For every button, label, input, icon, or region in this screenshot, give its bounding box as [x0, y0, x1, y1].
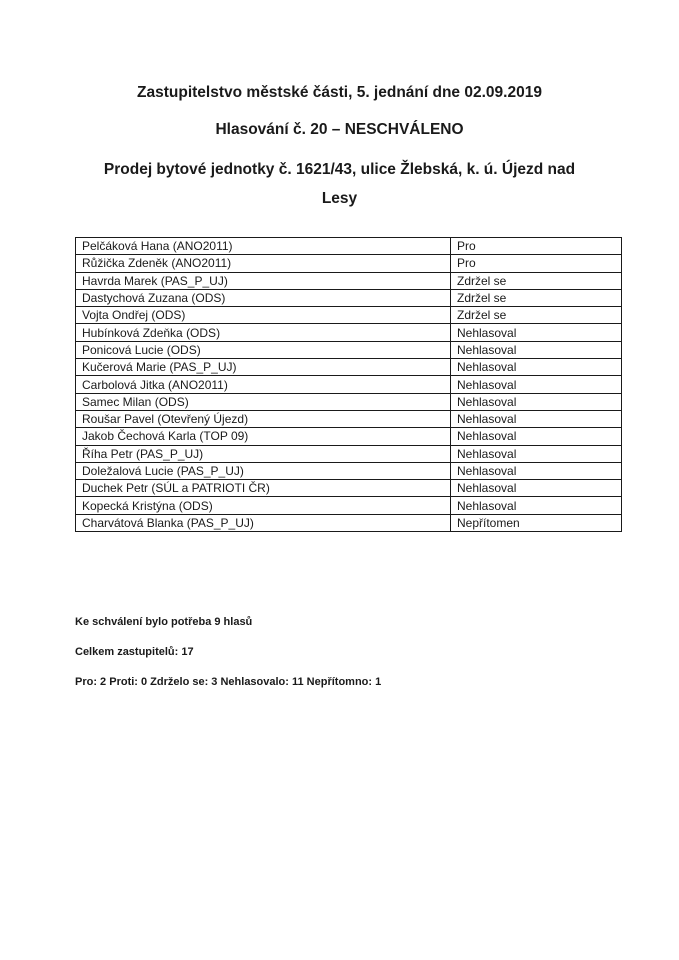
- table-row: [76, 445, 622, 462]
- table-row: [76, 393, 622, 410]
- table-row: [76, 238, 622, 255]
- vote-value-cell: Nehlasoval: [451, 393, 622, 410]
- member-name-cell: Pelčáková Hana (ANO2011): [76, 238, 451, 255]
- vote-value-cell: Nehlasoval: [451, 480, 622, 497]
- vote-value-cell: Nehlasoval: [451, 376, 622, 393]
- member-name-cell: Kučerová Marie (PAS_P_UJ): [76, 359, 451, 376]
- total-members-text: Celkem zastupitelů: 17: [75, 646, 194, 658]
- member-name-cell: Vojta Ondřej (ODS): [76, 307, 451, 324]
- vote-value-cell: Zdržel se: [451, 307, 622, 324]
- table-row: [76, 341, 622, 358]
- member-name-cell: Samec Milan (ODS): [76, 393, 451, 410]
- required-votes-text: Ke schválení bylo potřeba 9 hlasů: [75, 616, 253, 628]
- table-row: [76, 324, 622, 341]
- vote-value-cell: Nehlasoval: [451, 359, 622, 376]
- vote-value-cell: Nehlasoval: [451, 428, 622, 445]
- member-name-cell: Charvátová Blanka (PAS_P_UJ): [76, 514, 451, 531]
- table-row: [76, 272, 622, 289]
- vote-value-cell: Nehlasoval: [451, 341, 622, 358]
- result-counts-text: Pro: 2 Proti: 0 Zdrželo se: 3 Nehlasovalo: 11 Nepřítomno: 1: [75, 676, 382, 688]
- vote-value-cell: Nepřítomen: [451, 514, 622, 531]
- vote-value-cell: Zdržel se: [451, 289, 622, 306]
- vote-value-cell: Nehlasoval: [451, 410, 622, 427]
- member-name-cell: Ponicová Lucie (ODS): [76, 341, 451, 358]
- member-name-cell: Jakob Čechová Karla (TOP 09): [76, 428, 451, 445]
- member-name-cell: Dastychová Zuzana (ODS): [76, 289, 451, 306]
- table-row: [76, 410, 622, 427]
- table-row: [76, 497, 622, 514]
- member-name-cell: Havrda Marek (PAS_P_UJ): [76, 272, 451, 289]
- table-row: [76, 289, 622, 306]
- member-name-cell: Říha Petr (PAS_P_UJ): [76, 445, 451, 462]
- table-row: [76, 255, 622, 272]
- vote-value-cell: Zdržel se: [451, 272, 622, 289]
- member-name-cell: Carbolová Jitka (ANO2011): [76, 376, 451, 393]
- table-row: [76, 428, 622, 445]
- voting-table-body: [76, 238, 622, 532]
- vote-value-cell: Pro: [451, 255, 622, 272]
- vote-subject-title: [0, 155, 679, 213]
- vote-value-cell: Nehlasoval: [451, 462, 622, 479]
- member-name-cell: Kopecká Kristýna (ODS): [76, 497, 451, 514]
- voting-table: [75, 237, 622, 532]
- meeting-title: Zastupitelstvo městské části, 5. jednání dne 02.09.2019: [137, 84, 542, 101]
- vote-value-cell: Nehlasoval: [451, 445, 622, 462]
- vote-number-result-title: Hlasování č. 20 – NESCHVÁLENO: [215, 121, 464, 138]
- table-row: [76, 307, 622, 324]
- table-row: [76, 462, 622, 479]
- vote-value-cell: Nehlasoval: [451, 324, 622, 341]
- member-name-cell: Doležalová Lucie (PAS_P_UJ): [76, 462, 451, 479]
- member-name-cell: Hubínková Zdeňka (ODS): [76, 324, 451, 341]
- table-row: [76, 514, 622, 531]
- table-row: [76, 480, 622, 497]
- vote-value-cell: Nehlasoval: [451, 497, 622, 514]
- vote-subject-line-1: Prodej bytové jednotky č. 1621/43, ulice Žlebská, k. ú. Újezd nad: [103, 161, 576, 178]
- vote-subject-line-2: Lesy: [321, 190, 358, 207]
- table-row: [76, 376, 622, 393]
- vote-value-cell: Pro: [451, 238, 622, 255]
- table-row: [76, 359, 622, 376]
- member-name-cell: Duchek Petr (SÚL a PATRIOTI ČR): [76, 480, 451, 497]
- member-name-cell: Růžička Zdeněk (ANO2011): [76, 255, 451, 272]
- member-name-cell: Roušar Pavel (Otevřený Újezd): [76, 410, 451, 427]
